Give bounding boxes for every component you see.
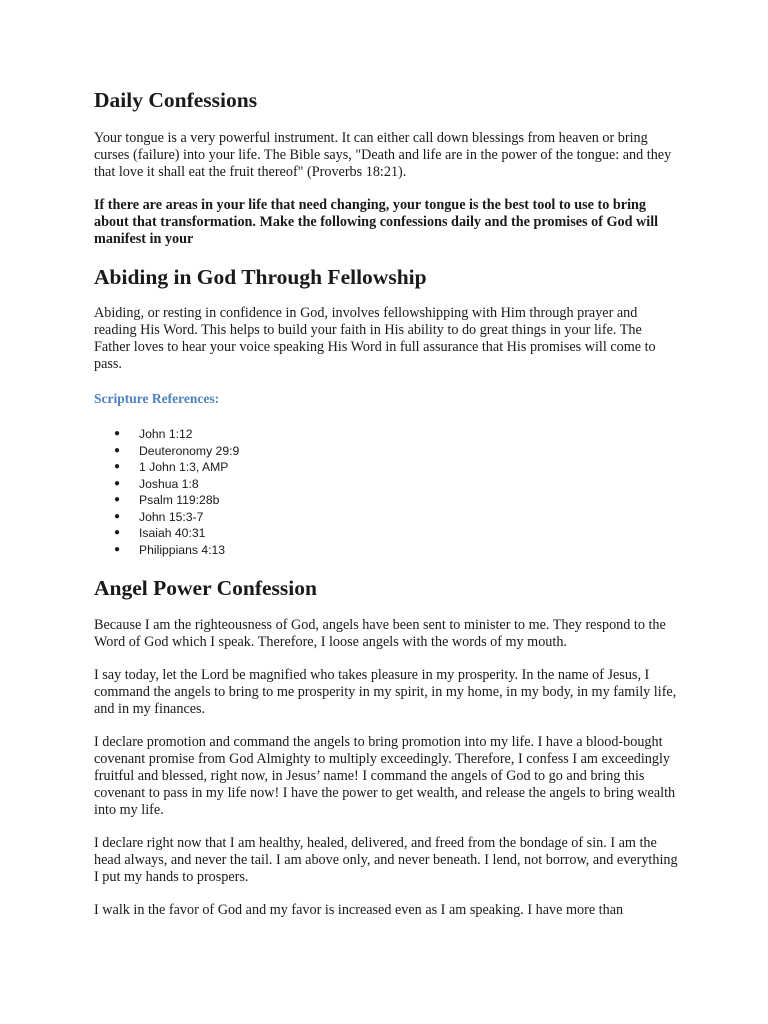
- bullet-icon: ●: [114, 428, 121, 439]
- paragraph-promotion: I declare promotion and command the angels to bring promotion into my life. I have a blood-bought covenant promise from God Almighty to multiply exceedingly. Therefore, I confess I am exceedingly fruitful and blessed, right now, in Jesus’ name! I command the angels of God to go and bring this covenant to pass in my life now! I have the power to get wealth, and release the angels to bring wealth into my life.: [94, 734, 676, 818]
- heading-angel-power-confession: Angel Power Confession: [94, 576, 317, 600]
- list-item: ● Psalm 119:28b: [114, 493, 220, 507]
- scripture-references-heading: Scripture References:: [94, 391, 220, 406]
- list-item: ● John 15:3-7: [114, 509, 204, 524]
- paragraph-favor-of-god: I walk in the favor of God and my favor is increased even as I am speaking. I have more than: [94, 902, 624, 918]
- bullet-icon: ●: [114, 543, 121, 555]
- heading-abiding-in-god: Abiding in God Through Fellowship: [94, 265, 427, 289]
- list-item: ● John 1:12: [114, 427, 193, 441]
- paragraph-righteousness: Because I am the righteousness of God, angels have been sent to minister to me. They respond to the Word of God which I speak. Therefore, I loose angels with the words of my mouth.: [94, 617, 666, 650]
- paragraph-tongue-instrument: Your tongue is a very powerful instrument. It can either call down blessings from heaven or bring curses (failure) into your life. The Bible says, "Death and life are in the power of the tongue: and they that love it shall eat the fruit thereof" (Proverbs 18:21).: [94, 130, 672, 180]
- list-item: ● 1 John 1:3, AMP: [114, 460, 229, 474]
- document-page: [94, 86, 679, 919]
- list-item: ● Isaiah 40:31: [114, 526, 206, 540]
- bullet-icon: ●: [114, 477, 121, 489]
- list-item: ● Deuteronomy 29:9: [114, 443, 240, 458]
- list-item: ● Philippians 4:13: [114, 542, 226, 557]
- paragraph-prosperity: I say today, let the Lord be magnified who takes pleasure in my prosperity. In the name of Jesus, I command the angels to bring to me prosperity in my spirit, in my home, in my body, in my family life, and in my finances.: [94, 667, 677, 717]
- bullet-icon: ●: [114, 444, 121, 456]
- paragraph-bold-transformation: If there are areas in your life that need changing, your tongue is the best tool to use to bring about that transformation. Make the following confessions daily and the promises of God will manifest in your: [94, 197, 659, 247]
- scripture-reference-list: [94, 426, 679, 558]
- bullet-icon: ●: [114, 461, 121, 472]
- paragraph-abiding: Abiding, or resting in confidence in God, involves fellowshipping with Him through prayer and reading His Word. This helps to build your faith in His ability to do great things in your life. The Father loves to hear your voice speaking His Word in full assurance that His promises will come to pass.: [94, 305, 656, 372]
- list-item: ● Joshua 1:8: [114, 476, 199, 491]
- paragraph-healthy-healed: I declare right now that I am healthy, healed, delivered, and freed from the bondage of sin. I am the head always, and never the tail. I am above only, and never beneath. I lend, not borrow, and everything I put my hands to prospers.: [94, 835, 678, 885]
- bullet-icon: ●: [114, 527, 121, 538]
- bullet-icon: ●: [114, 494, 121, 505]
- heading-daily-confessions: Daily Confessions: [94, 88, 258, 112]
- bullet-icon: ●: [114, 510, 121, 522]
